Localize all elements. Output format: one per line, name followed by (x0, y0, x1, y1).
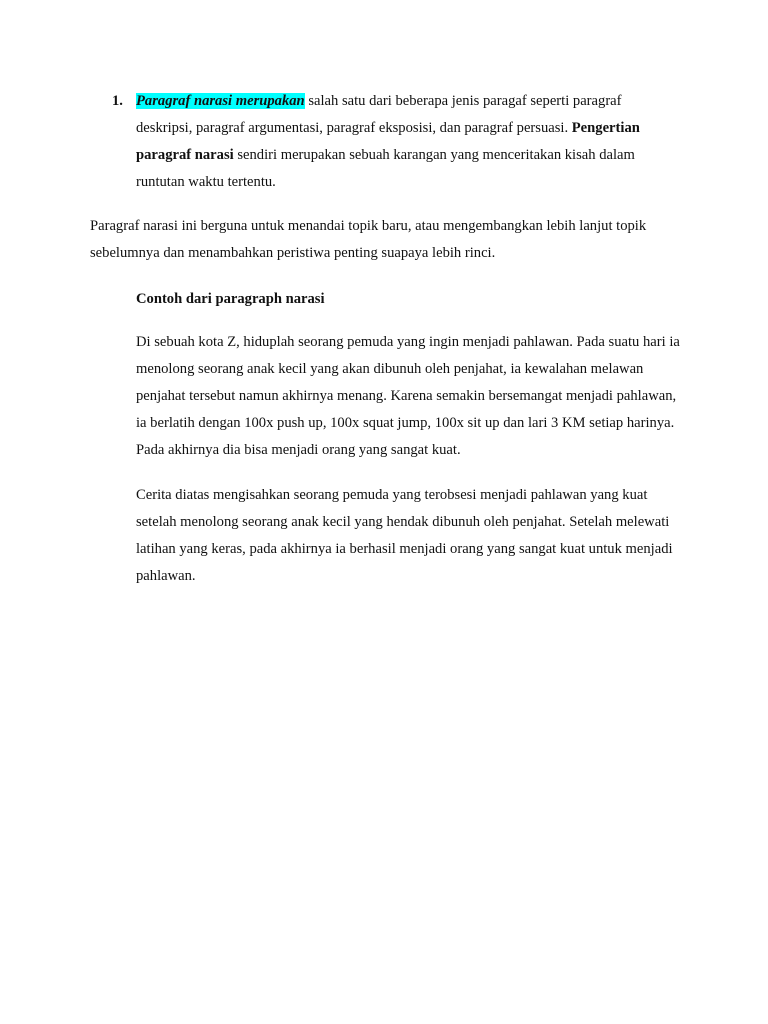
highlighted-term: Paragraf narasi merupakan (136, 93, 305, 109)
example-heading: Contoh dari paragraph narasi (136, 291, 325, 307)
example-summary-paragraph: Cerita diatas mengisahkan seorang pemuda yang terobsesi menjadi pahlawan yang kuat setelah menolong seorang anak kecil yang hendak dibunuh oleh penjahat. Setelah melewati latihan yang keras, pada akhirnya ia berhasil menjadi orang yang sangat kuat untuk menjadi pahlawan. (136, 487, 673, 584)
list-item-text (136, 88, 672, 196)
list-text-part-1: salah satu dari beberapa jenis paragaf seperti paragraf deskripsi, paragraf argumentasi, paragraf eksposisi, dan paragraf persuasi. (136, 93, 622, 136)
numbered-list-item (112, 88, 672, 196)
example-story-paragraph: Di sebuah kota Z, hiduplah seorang pemuda yang ingin menjadi pahlawan. Pada suatu hari ia menolong seorang anak kecil yang akan dibunuh oleh penjahat, ia kewalahan melawan penjahat tersebut namun akhirnya menang. Karena semakin bersemangat menjadi pahlawan, ia berlatih dengan 100x push up, 100x squat jump, 100x sit up dan lari 3 KM setiap harinya. Pada akhirnya dia bisa menjadi orang yang sangat kuat. (136, 334, 680, 458)
paragraph-narasi: Paragraf narasi ini berguna untuk menandai topik baru, atau mengembangkan lebih lanjut topik sebelumnya dan menambahkan peristiwa penting suapaya lebih rinci. (90, 218, 647, 261)
bold-term: Pengertian paragraf narasi (136, 120, 640, 163)
list-text-part-2: sendiri merupakan sebuah karangan yang menceritakan kisah dalam runtutan waktu tertentu. (136, 147, 635, 190)
list-number: 1. (112, 93, 123, 109)
